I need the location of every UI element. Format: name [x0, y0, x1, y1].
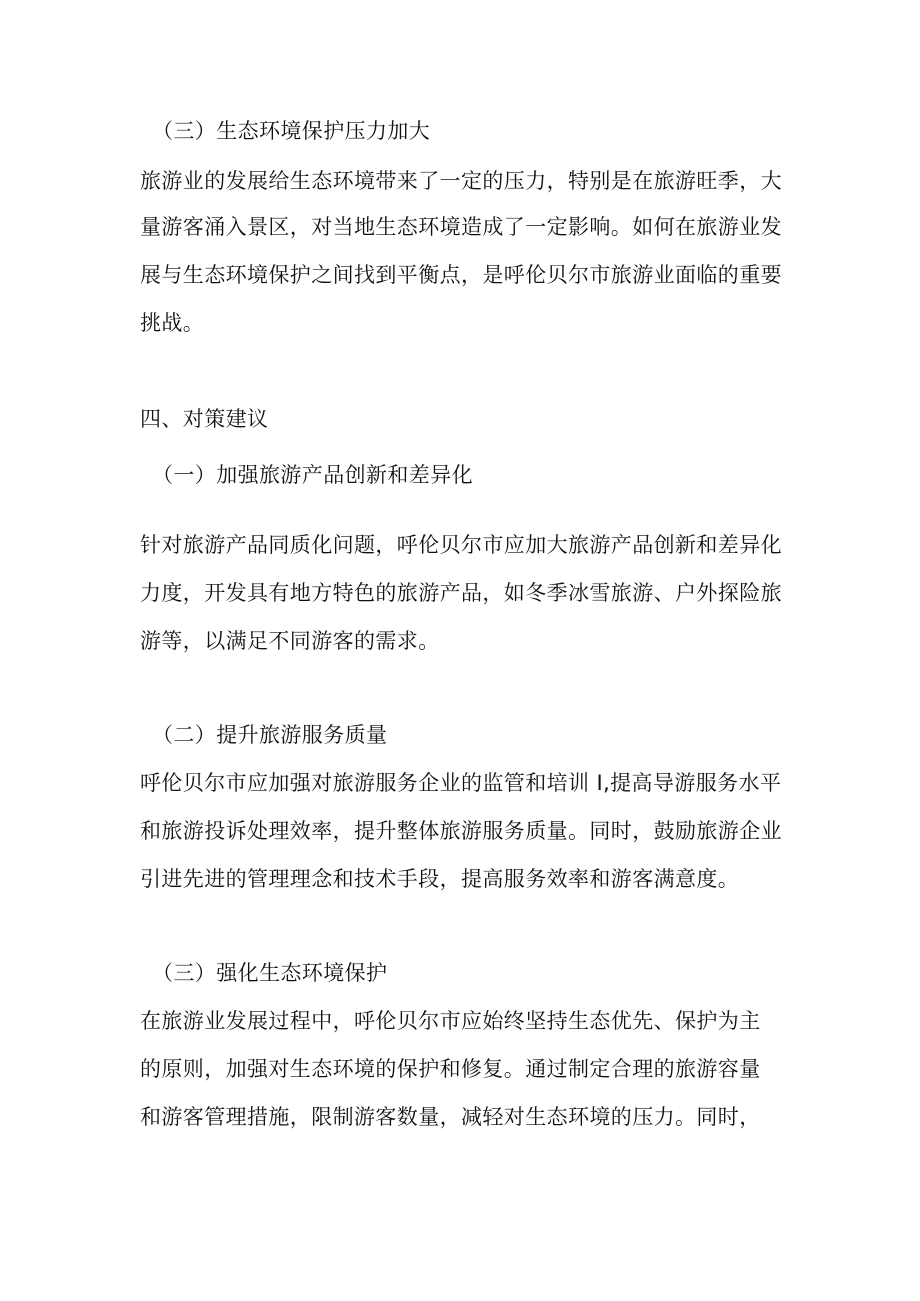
paragraph-line: 挑战。: [140, 311, 205, 335]
paragraph-line: 呼伦贝尔市应加强对旅游服务企业的监管和培训 I,提高导游服务水平: [140, 771, 782, 795]
paragraph-line: 量游客涌入景区，对当地生态环境造成了一定影响。如何在旅游业发: [140, 215, 782, 239]
paragraph-line: 展与生态环境保护之间找到平衡点，是呼伦贝尔市旅游业面临的重要: [140, 263, 782, 287]
paragraph-line: 旅游业的发展给生态环境带来了一定的压力，特别是在旅游旺季，大: [140, 169, 782, 193]
section-heading-ecology-protection: （三）强化生态环境保护: [152, 961, 388, 985]
chapter-heading-countermeasures: 四、对策建议: [140, 407, 269, 431]
section-heading-service-quality: （二）提升旅游服务质量: [152, 723, 388, 747]
paragraph-line: 和旅游投诉处理效率，提升整体旅游服务质量。同时，鼓励旅游企业: [140, 819, 782, 843]
section-heading-ecology-pressure: （三）生态环境保护压力加大: [152, 119, 431, 143]
paragraph-line: 引进先进的管理理念和技术手段，提高服务效率和游客满意度。: [140, 867, 740, 891]
paragraph-line: 针对旅游产品同质化问题，呼伦贝尔市应加大旅游产品创新和差异化: [140, 533, 782, 557]
paragraph-line: 的原则，加强对生态环境的保护和修复。通过制定合理的旅游容量: [140, 1057, 761, 1081]
paragraph-line: 力度，开发具有地方特色的旅游产品，如冬季冰雪旅游、户外探险旅: [140, 581, 782, 605]
section-heading-product-innovation: （一）加强旅游产品创新和差异化: [152, 463, 473, 487]
paragraph-line: 和游客管理措施，限制游客数量，减轻对生态环境的压力。同时，: [140, 1105, 761, 1129]
paragraph-line: 在旅游业发展过程中，呼伦贝尔市应始终坚持生态优先、保护为主: [140, 1009, 761, 1033]
paragraph-line: 游等，以满足不同游客的需求。: [140, 629, 440, 653]
